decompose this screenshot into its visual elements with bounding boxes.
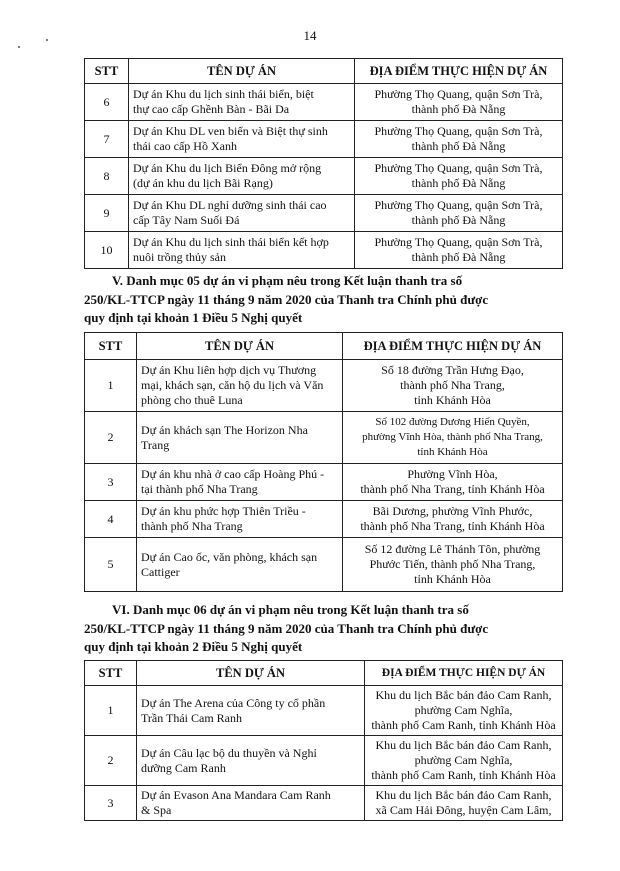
location-line: thành phố Cam Ranh, tỉnh Khánh Hòa [371, 718, 556, 732]
table-header-row [85, 333, 563, 360]
table-row [85, 121, 563, 158]
location-line: thành phố Nha Trang, tỉnh Khánh Hòa [360, 482, 545, 496]
location-line: thành phố Cam Ranh, tỉnh Khánh Hòa [371, 768, 556, 782]
project-name-line: Dự án Cao ốc, văn phòng, khách sạn [141, 549, 318, 564]
location-line: Khu du lịch Bắc bán đảo Cam Ranh, [375, 688, 552, 702]
projects-table-continued [84, 58, 563, 269]
project-name-line: Dự án The Arena của Công ty cổ phần [141, 695, 326, 710]
header-stt: STT [85, 59, 129, 84]
row-stt: 3 [85, 786, 137, 821]
location-line: tỉnh Khánh Hòa [414, 393, 491, 407]
project-name-line: tại thành phố Nha Trang [141, 482, 258, 496]
table-header-row [85, 59, 563, 84]
section-v-table [84, 332, 563, 592]
header-location: ĐỊA ĐIỂM THỰC HIỆN DỰ ÁN [355, 59, 563, 84]
header-project-name: TÊN DỰ ÁN [137, 333, 343, 360]
location-line: Khu du lịch Bắc bán đảo Cam Ranh, [375, 738, 552, 752]
location-line: Số 12 đường Lê Thánh Tôn, phường [364, 542, 541, 556]
scan-speck [18, 46, 20, 48]
project-name-line: Cattiger [141, 564, 180, 579]
table-row [85, 195, 563, 232]
header-stt: STT [85, 661, 137, 686]
table-row [85, 686, 563, 736]
location-line: Phường Thọ Quang, quận Sơn Trà, [374, 124, 543, 138]
heading-line: 250/KL-TTCP ngày 11 tháng 9 năm 2020 của Thanh tra Chính phủ được [84, 620, 489, 636]
location-line: Phường Thọ Quang, quận Sơn Trà, [374, 87, 543, 101]
row-stt: 9 [85, 195, 129, 232]
header-project-name: TÊN DỰ ÁN [129, 59, 355, 84]
location-line: Phước Tiến, thành phố Nha Trang, [369, 557, 536, 571]
heading-line: VI. Danh mục 06 dự án vi phạm nêu trong Kết luận thanh tra số [112, 602, 469, 617]
table-row [85, 464, 563, 501]
section-vi-table [84, 660, 563, 821]
project-name-line: Dự án Khu du lịch sinh thái biển, biệt [133, 87, 314, 101]
heading-line: quy định tại khoản 2 Điều 5 Nghị quyết [84, 639, 303, 654]
location-line: thành phố Đà Nẵng [411, 213, 506, 227]
project-name-line: Dự án Khu du lịch sinh thái biển kết hợp [133, 235, 329, 249]
row-stt: 4 [85, 501, 137, 538]
project-name-line: cấp Tây Nam Suối Đá [133, 213, 240, 227]
location-line: Số 18 đường Trần Hưng Đạo, [381, 363, 524, 377]
location-line: phường Vĩnh Hòa, thành phố Nha Trang, [362, 431, 543, 443]
project-name-line: Trang [141, 437, 170, 452]
project-name-line: Dự án khách sạn The Horizon Nha [141, 422, 308, 437]
location-line: Phường Thọ Quang, quận Sơn Trà, [374, 198, 543, 212]
project-name-line: Dự án Câu lạc bộ du thuyền và Nghỉ [141, 745, 317, 760]
location-line: Phường Thọ Quang, quận Sơn Trà, [374, 235, 543, 249]
heading-line: quy định tại khoản 1 Điều 5 Nghị quyết [84, 310, 303, 325]
project-name-line: Trần Thái Cam Ranh [141, 710, 242, 725]
location-line: xã Cam Hải Đông, huyện Cam Lâm, [375, 803, 552, 817]
project-name-line: (dự án khu du lịch Bãi Rạng) [133, 176, 273, 190]
project-name-line: phòng cho thuê Luna [141, 393, 243, 407]
location-line: phường Cam Nghĩa, [414, 703, 513, 717]
location-line: tỉnh Khánh Hòa [414, 572, 491, 586]
row-stt: 2 [85, 412, 137, 464]
row-stt: 8 [85, 158, 129, 195]
location-line: thành phố Đà Nẵng [411, 176, 506, 190]
section-vi-heading [84, 601, 562, 657]
project-name-line: thành phố Nha Trang [141, 519, 243, 533]
row-stt: 5 [85, 538, 137, 592]
row-stt: 6 [85, 84, 129, 121]
header-location: ĐỊA ĐIỂM THỰC HIỆN DỰ ÁN [343, 333, 563, 360]
table-row [85, 736, 563, 786]
header-project-name: TÊN DỰ ÁN [137, 661, 365, 686]
row-stt: 1 [85, 360, 137, 412]
table-row [85, 412, 563, 464]
project-name-line: Dự án Evason Ana Mandara Cam Ranh [141, 788, 331, 802]
page-number: 14 [303, 28, 317, 43]
project-name-line: Dự án khu nhà ở cao cấp Hoàng Phú - [141, 467, 325, 481]
project-name-line: Dự án Khu du lịch Biển Đông mở rộng [133, 161, 322, 175]
project-name-line: thự cao cấp Ghềnh Bàn - Bãi Da [133, 102, 290, 116]
table-row [85, 501, 563, 538]
location-line: Khu du lịch Bắc bán đảo Cam Ranh, [375, 788, 552, 802]
location-line: Số 102 đường Dương Hiến Quyền, [375, 416, 530, 428]
location-line: tỉnh Khánh Hòa [417, 446, 488, 458]
row-stt: 7 [85, 121, 129, 158]
project-name-line: mại, khách sạn, căn hộ du lịch và Văn [141, 378, 324, 392]
header-location: ĐỊA ĐIỂM THỰC HIỆN DỰ ÁN [365, 661, 563, 686]
row-stt: 2 [85, 736, 137, 786]
project-name-line: Dự án Khu DL ven biển và Biệt thự sinh [133, 124, 328, 138]
row-stt: 3 [85, 464, 137, 501]
location-line: thành phố Nha Trang, [400, 378, 505, 392]
project-name-line: Dự án Khu DL nghỉ dưỡng sinh thái cao [133, 198, 327, 212]
location-line: Phường Thọ Quang, quận Sơn Trà, [374, 161, 543, 175]
location-line: thành phố Đà Nẵng [411, 139, 506, 153]
table-row [85, 538, 563, 592]
table-row [85, 360, 563, 412]
table-row [85, 84, 563, 121]
project-name-line: & Spa [141, 803, 172, 817]
table-header-row [85, 661, 563, 686]
row-stt: 1 [85, 686, 137, 736]
location-line: thành phố Đà Nẵng [411, 250, 506, 264]
section-v-heading [84, 272, 562, 328]
location-line: Phường Vĩnh Hòa, [407, 467, 498, 481]
row-stt: 10 [85, 232, 129, 269]
location-line: Bãi Dương, phường Vĩnh Phước, [372, 504, 533, 518]
heading-line: V. Danh mục 05 dự án vi phạm nêu trong Kết luận thanh tra số [112, 273, 463, 288]
project-name-line: dưỡng Cam Ranh [141, 760, 226, 775]
header-stt: STT [85, 333, 137, 360]
heading-line: 250/KL-TTCP ngày 11 tháng 9 năm 2020 của Thanh tra Chính phủ được [84, 291, 489, 307]
project-name-line: Dự án Khu liên hợp dịch vụ Thương [141, 363, 317, 377]
table-row [85, 158, 563, 195]
location-line: thành phố Đà Nẵng [411, 102, 506, 116]
project-name-line: Dự án khu phức hợp Thiên Triều - [141, 504, 306, 518]
project-name-line: thái cao cấp Hồ Xanh [133, 139, 237, 153]
location-line: thành phố Nha Trang, tỉnh Khánh Hòa [360, 519, 545, 533]
table-row [85, 786, 563, 821]
project-name-line: nuôi trồng thủy sản [133, 250, 226, 264]
location-line: phường Cam Nghĩa, [414, 753, 513, 767]
table-row [85, 232, 563, 269]
